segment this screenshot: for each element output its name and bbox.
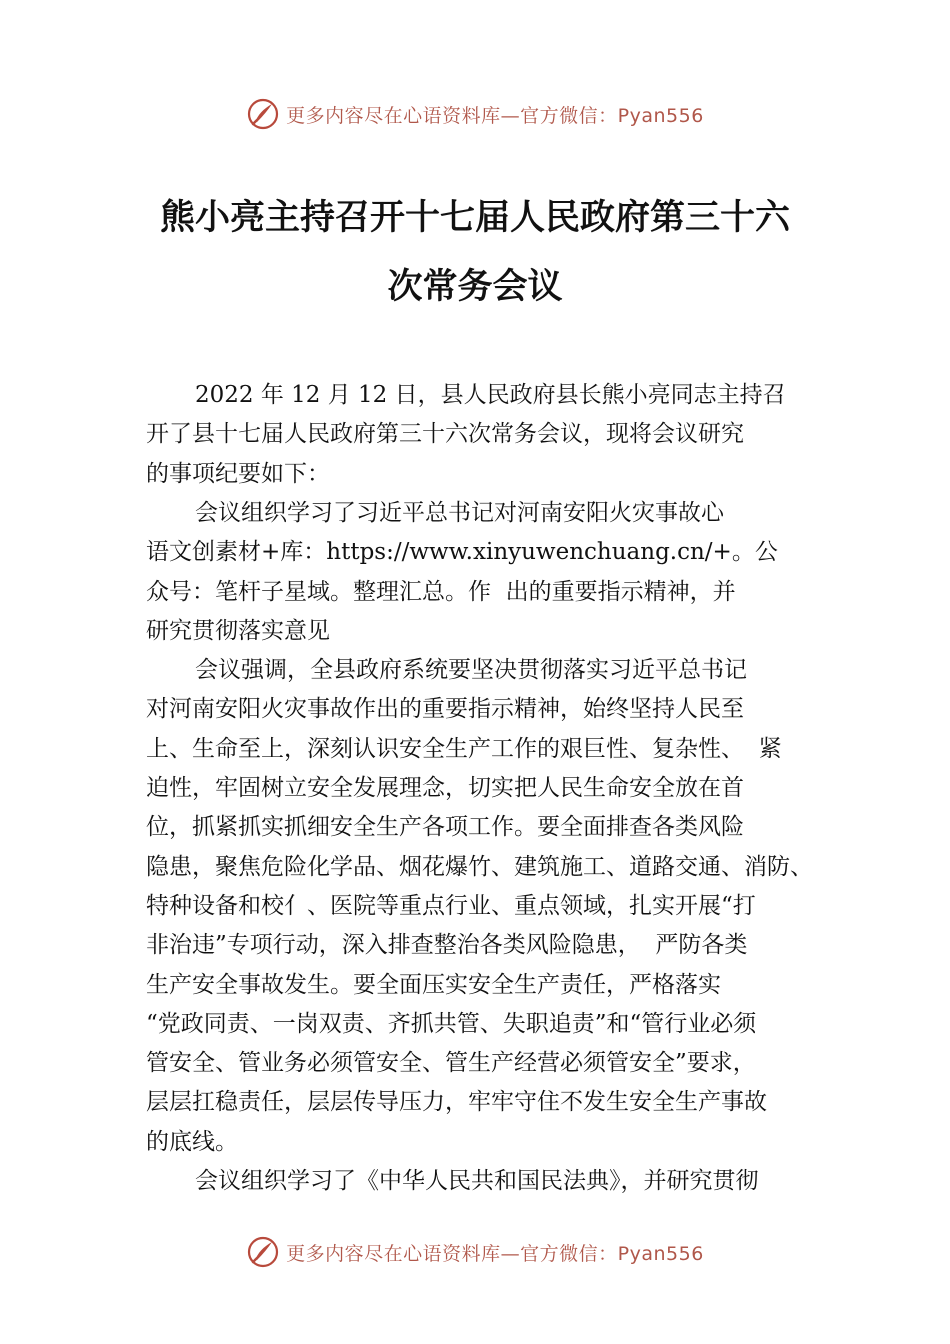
watermark-text: 更多内容尽在心语资料库—官方微信：Pyan556 — [286, 1242, 704, 1265]
body-line: 管安全、管业务必须管安全、管生产经营必须管安全”要求， — [146, 1050, 756, 1076]
body-line: 会议组织学习了《中华人民共和国民法典》，并研究贯彻 — [195, 1168, 759, 1194]
watermark-wechat-id: Pyan556 — [617, 104, 704, 127]
body-line: 非治违”专项行动，深入排查整治各类风险隐患， 严防各类 — [146, 932, 748, 958]
brush-logo-icon — [246, 1235, 280, 1269]
body-line: 的事项纪要如下： — [146, 461, 330, 487]
body-line: 隐患，聚焦危险化学品、烟花爆竹、建筑施工、道路交通、消防、 — [146, 854, 813, 880]
body-line: 特种设备和校⺅、医院等重点行业、重点领域，扎实开展“打 — [146, 893, 756, 919]
watermark-text: 更多内容尽在心语资料库—官方微信：Pyan556 — [286, 104, 704, 127]
body-line: 会议组织学习了习近平总书记对河南安阳火灾事故心 — [195, 500, 724, 526]
header-watermark — [0, 94, 950, 134]
body-line: 众号：笔杆子星域。整理汇总。作 出的重要指示精神，并 — [146, 579, 736, 605]
watermark-wechat-id: Pyan556 — [617, 1242, 704, 1265]
body-line: 2022 年 12 月 12 日，县人民政府县长熊小亮同志主持召 — [195, 382, 786, 408]
body-line: 迫性，牢固树立安全发展理念，切实把人民生命安全放在首 — [146, 775, 744, 801]
body-line: 研究贯彻落实意见 — [146, 618, 330, 644]
body-line: 的底线。 — [146, 1129, 238, 1155]
body-line: 上、生命至上，深刻认识安全生产工作的艰巨性、复杂性、 紧 — [146, 736, 782, 762]
body-line: 对河南安阳火灾事故作出的重要指示精神，始终坚持人民至 — [146, 696, 744, 722]
body-line: 会议强调，全县政府系统要坚决贯彻落实习近平总书记 — [195, 657, 747, 683]
body-line: 层层扛稳责任，层层传导压力，牢牢守住不发生安全生产事故 — [146, 1089, 767, 1115]
brush-logo-icon — [246, 97, 280, 131]
footer-watermark — [0, 1232, 950, 1272]
body-line: 位，抓紧抓实抓细安全生产各项工作。要全面排查各类风险 — [146, 814, 744, 840]
document-title-line-2: 次常务会议 — [387, 266, 563, 307]
document-title-line-1: 熊小亮主持召开十七届人民政府第三十六 — [159, 197, 790, 238]
body-line: “党政同责、一岗双责、齐抓共管、失职追责”和“管行业必须 — [146, 1011, 757, 1037]
body-line: 生产安全事故发生。要全面压实安全生产责任，严格落实 — [146, 972, 721, 998]
body-line: 开了县十七届人民政府第三十六次常务会议，现将会议研究 — [146, 421, 744, 447]
body-line: 语文创素材+库：https://www.xinyuwenchuang.cn/+。公 — [146, 539, 778, 565]
